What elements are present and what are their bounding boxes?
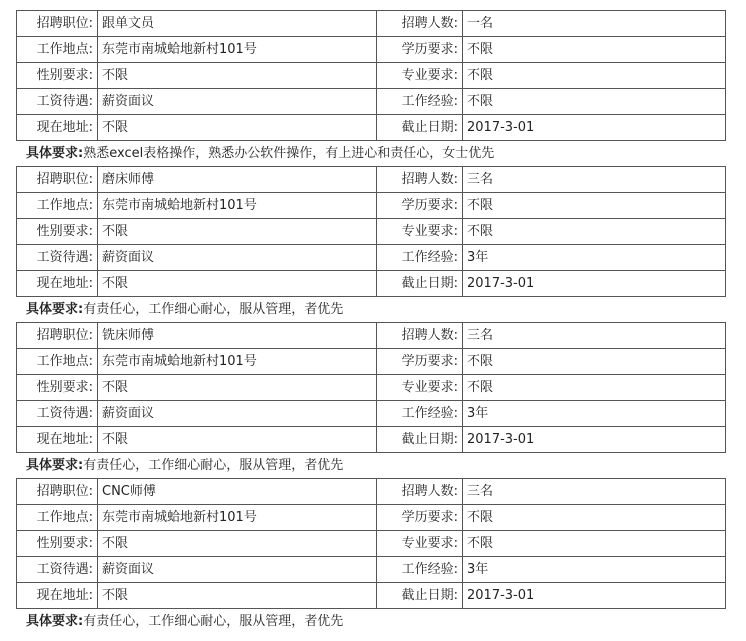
job-info-table — [16, 322, 726, 453]
count-value: 三名 — [463, 323, 726, 349]
salary-value: 薪资面议 — [98, 245, 377, 271]
position-label: 招聘职位: — [17, 323, 98, 349]
experience-label: 工作经验: — [377, 401, 463, 427]
salary-label: 工资待遇: — [17, 401, 98, 427]
education-value: 不限 — [463, 505, 726, 531]
education-label: 学历要求: — [377, 193, 463, 219]
address-value: 不限 — [98, 115, 377, 141]
requirements-text: 有责任心，工作细心耐心，服从管理，者优先 — [83, 302, 344, 317]
education-value: 不限 — [463, 193, 726, 219]
experience-label: 工作经验: — [377, 557, 463, 583]
location-value: 东莞市南城蛤地新村101号 — [98, 349, 377, 375]
address-label: 现在地址: — [17, 271, 98, 297]
salary-value: 薪资面议 — [98, 401, 377, 427]
address-value: 不限 — [98, 271, 377, 297]
major-value: 不限 — [463, 63, 726, 89]
table-row — [17, 349, 726, 375]
requirements-text: 有责任心，工作细心耐心，服从管理，者优先 — [83, 614, 344, 629]
salary-value: 薪资面议 — [98, 557, 377, 583]
count-label: 招聘人数: — [377, 11, 463, 37]
count-label: 招聘人数: — [377, 323, 463, 349]
gender-label: 性别要求: — [17, 531, 98, 557]
table-row — [17, 167, 726, 193]
table-row — [17, 219, 726, 245]
gender-value: 不限 — [98, 375, 377, 401]
deadline-label: 截止日期: — [377, 115, 463, 141]
table-row — [17, 245, 726, 271]
table-row — [17, 115, 726, 141]
table-row — [17, 531, 726, 557]
job-info-table — [16, 10, 726, 141]
table-row — [17, 193, 726, 219]
education-value: 不限 — [463, 349, 726, 375]
education-label: 学历要求: — [377, 37, 463, 63]
job-listing — [0, 478, 746, 634]
job-info-table — [16, 166, 726, 297]
deadline-value: 2017-3-01 — [463, 583, 726, 609]
salary-label: 工资待遇: — [17, 245, 98, 271]
count-label: 招聘人数: — [377, 479, 463, 505]
deadline-value: 2017-3-01 — [463, 115, 726, 141]
major-value: 不限 — [463, 219, 726, 245]
location-label: 工作地点: — [17, 37, 98, 63]
gender-value: 不限 — [98, 63, 377, 89]
location-value: 东莞市南城蛤地新村101号 — [98, 505, 377, 531]
education-value: 不限 — [463, 37, 726, 63]
experience-label: 工作经验: — [377, 245, 463, 271]
requirements-line — [26, 609, 746, 634]
job-listing — [0, 10, 746, 166]
address-label: 现在地址: — [17, 427, 98, 453]
position-value: 铣床师傅 — [98, 323, 377, 349]
address-label: 现在地址: — [17, 583, 98, 609]
major-label: 专业要求: — [377, 219, 463, 245]
education-label: 学历要求: — [377, 505, 463, 531]
experience-value: 3年 — [463, 245, 726, 271]
experience-value: 3年 — [463, 401, 726, 427]
count-value: 三名 — [463, 479, 726, 505]
deadline-label: 截止日期: — [377, 583, 463, 609]
table-row — [17, 375, 726, 401]
table-row — [17, 401, 726, 427]
position-value: 磨床师傅 — [98, 167, 377, 193]
experience-label: 工作经验: — [377, 89, 463, 115]
requirements-label: 具体要求: — [26, 614, 84, 629]
location-value: 东莞市南城蛤地新村101号 — [98, 193, 377, 219]
table-row — [17, 583, 726, 609]
location-value: 东莞市南城蛤地新村101号 — [98, 37, 377, 63]
requirements-label: 具体要求: — [26, 458, 84, 473]
gender-label: 性别要求: — [17, 63, 98, 89]
experience-value: 不限 — [463, 89, 726, 115]
count-value: 一名 — [463, 11, 726, 37]
table-row — [17, 89, 726, 115]
gender-value: 不限 — [98, 531, 377, 557]
location-label: 工作地点: — [17, 505, 98, 531]
table-row — [17, 63, 726, 89]
location-label: 工作地点: — [17, 349, 98, 375]
major-label: 专业要求: — [377, 63, 463, 89]
job-listing — [0, 166, 746, 322]
table-row — [17, 427, 726, 453]
major-label: 专业要求: — [377, 375, 463, 401]
address-value: 不限 — [98, 427, 377, 453]
major-value: 不限 — [463, 531, 726, 557]
deadline-label: 截止日期: — [377, 271, 463, 297]
salary-value: 薪资面议 — [98, 89, 377, 115]
count-value: 三名 — [463, 167, 726, 193]
position-label: 招聘职位: — [17, 479, 98, 505]
table-row — [17, 479, 726, 505]
count-label: 招聘人数: — [377, 167, 463, 193]
requirements-line — [26, 297, 746, 322]
position-label: 招聘职位: — [17, 11, 98, 37]
deadline-label: 截止日期: — [377, 427, 463, 453]
address-label: 现在地址: — [17, 115, 98, 141]
table-row — [17, 557, 726, 583]
table-row — [17, 323, 726, 349]
experience-value: 3年 — [463, 557, 726, 583]
major-label: 专业要求: — [377, 531, 463, 557]
location-label: 工作地点: — [17, 193, 98, 219]
address-value: 不限 — [98, 583, 377, 609]
table-row — [17, 37, 726, 63]
table-row — [17, 505, 726, 531]
position-label: 招聘职位: — [17, 167, 98, 193]
position-value: 跟单文员 — [98, 11, 377, 37]
table-row — [17, 11, 726, 37]
table-row — [17, 271, 726, 297]
salary-label: 工资待遇: — [17, 557, 98, 583]
major-value: 不限 — [463, 375, 726, 401]
education-label: 学历要求: — [377, 349, 463, 375]
gender-label: 性别要求: — [17, 375, 98, 401]
gender-label: 性别要求: — [17, 219, 98, 245]
job-info-table — [16, 478, 726, 609]
gender-value: 不限 — [98, 219, 377, 245]
deadline-value: 2017-3-01 — [463, 271, 726, 297]
position-value: CNC师傅 — [98, 479, 377, 505]
requirements-text: 有责任心，工作细心耐心，服从管理，者优先 — [83, 458, 344, 473]
requirements-text: 熟悉excel表格操作，熟悉办公软件操作，有上进心和责任心，女士优先 — [83, 146, 495, 161]
requirements-label: 具体要求: — [26, 302, 84, 317]
job-listing — [0, 322, 746, 478]
salary-label: 工资待遇: — [17, 89, 98, 115]
requirements-label: 具体要求: — [26, 146, 84, 161]
requirements-line — [26, 141, 746, 166]
requirements-line — [26, 453, 746, 478]
deadline-value: 2017-3-01 — [463, 427, 726, 453]
